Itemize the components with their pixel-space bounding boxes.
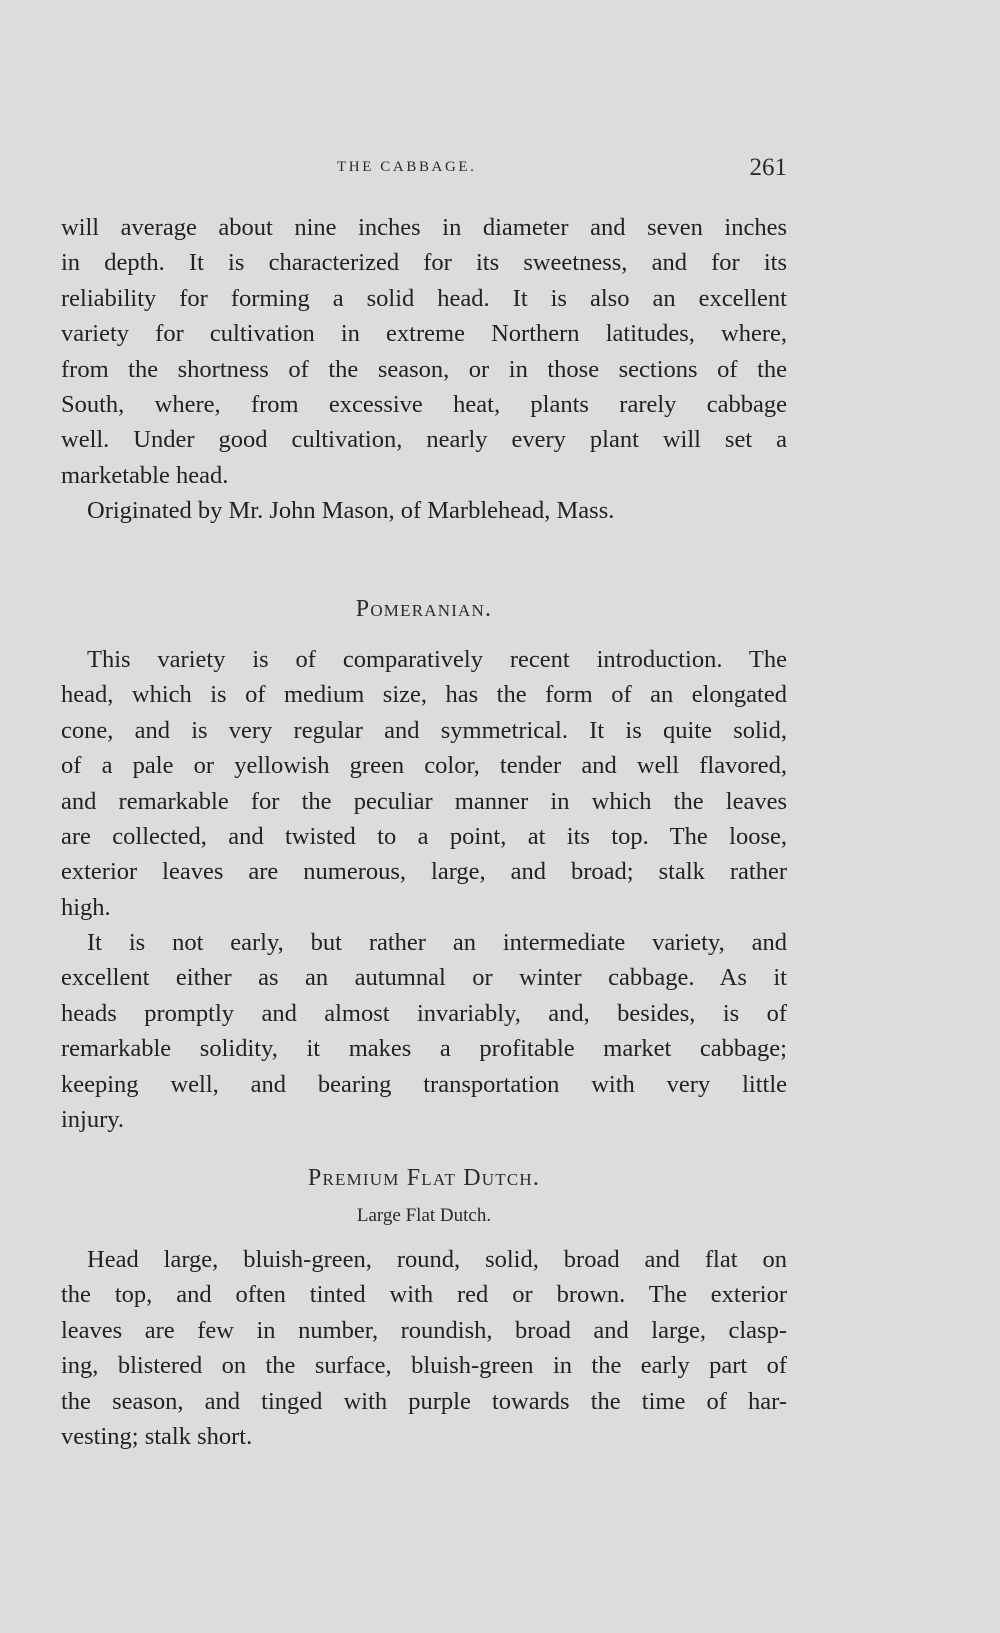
- text-line: ing, blistered on the surface, bluish-green in the early part of: [61, 1352, 787, 1380]
- running-title: THE CABBAGE.: [337, 159, 477, 175]
- paragraph-pomeranian-2: [61, 925, 787, 1137]
- text-line: are collected, and twisted to a point, at its top. The loose,: [61, 822, 787, 850]
- page-number: 261: [749, 154, 787, 181]
- paragraph-continuation: [61, 210, 787, 529]
- text-line: keeping well, and bearing transportation with very little: [61, 1070, 787, 1098]
- origin-note: Originated by Mr. John Mason, of Marblehead, Mass.: [87, 497, 615, 525]
- text-line: head, which is of medium size, has the form of an elongated: [61, 681, 787, 709]
- paragraph-pomeranian-1: [61, 642, 787, 925]
- text-line: variety for cultivation in extreme Northern latitudes, where,: [61, 320, 787, 348]
- text-line: South, where, from excessive heat, plants rarely cabbage: [61, 390, 787, 418]
- text-line: the season, and tinged with purple towards the time of har-: [61, 1387, 787, 1415]
- text-line: well. Under good cultivation, nearly every plant will set a: [61, 426, 787, 454]
- text-line: excellent either as an autumnal or winter cabbage. As it: [61, 964, 787, 992]
- text-line: cone, and is very regular and symmetrical. It is quite solid,: [61, 716, 787, 744]
- text-line: leaves are few in number, roundish, broad and large, clasp-: [61, 1316, 787, 1344]
- text-line: Head large, bluish-green, round, solid, broad and flat on: [87, 1246, 787, 1273]
- text-line: vesting; stalk short.: [61, 1422, 253, 1450]
- text-line: from the shortness of the season, or in those sections of the: [61, 355, 787, 383]
- text-line: heads promptly and almost invariably, and, besides, is of: [61, 999, 787, 1027]
- text-line: marketable head.: [61, 461, 229, 489]
- text-line: in depth. It is characterized for its sweetness, and for its: [61, 249, 787, 277]
- section-heading-premium-flat-dutch: Premium Flat Dutch.: [307, 1165, 541, 1191]
- section-heading-pomeranian: Pomeranian.: [355, 596, 493, 622]
- text-line: of a pale or yellowish green color, tender and well flavored,: [61, 752, 787, 780]
- running-head: [61, 154, 787, 180]
- synonym-subheading: Large Flat Dutch.: [356, 1205, 492, 1226]
- text-line: It is not early, but rather an intermediate variety, and: [87, 929, 787, 956]
- text-line: high.: [61, 893, 111, 921]
- text-line: injury.: [61, 1105, 125, 1133]
- text-line: exterior leaves are numerous, large, and broad; stalk rather: [61, 858, 787, 886]
- text-line: remarkable solidity, it makes a profitable market cabbage;: [61, 1035, 787, 1063]
- text-line: and remarkable for the peculiar manner in which the leaves: [61, 787, 787, 815]
- text-line: This variety is of comparatively recent introduction. The: [87, 646, 787, 673]
- text-line: will average about nine inches in diameter and seven inches: [61, 214, 787, 241]
- paragraph-premium-flat-dutch: [61, 1242, 787, 1454]
- text-line: the top, and often tinted with red or brown. The exterior: [61, 1281, 787, 1309]
- text-line: reliability for forming a solid head. It is also an excellent: [61, 284, 787, 312]
